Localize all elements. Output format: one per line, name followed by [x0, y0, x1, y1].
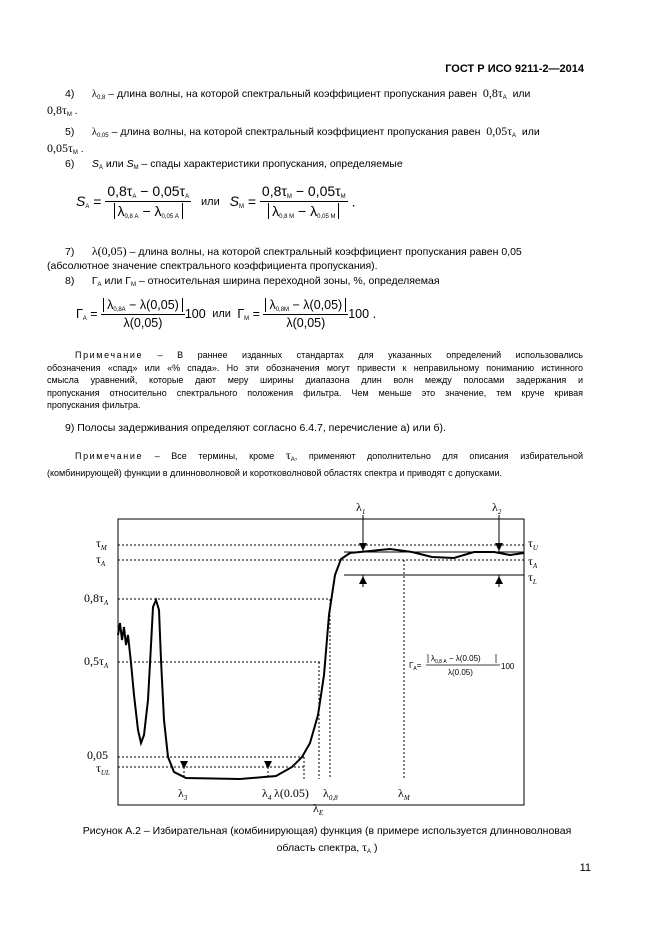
label-l08: $\lambda_{0,8}$: [323, 786, 338, 802]
item-9: 9) Полосы задерживания определяют согласно 6.4.7, перечисление а) или б).: [65, 422, 446, 434]
fraction-gm: $\frac{\lambda_{0,8M} - \lambda(0,05)}{\lambda(0,05)}$: [263, 298, 348, 330]
svg-text:λ0,8 A − λ(0.05): $\lambda_{0,8 A} - \lambda(0.05)$: [431, 654, 481, 665]
item-7: 7) λ(0,05) – длина волны, на которой спектральный коэффициент пропускания равен 0,05: [65, 244, 522, 258]
l2-arrow-down: [495, 543, 503, 551]
item-5-cont: $0,05\tau_M$ .: [47, 141, 84, 156]
label-ta: $\tau_A$: [96, 552, 106, 568]
item-8: 8) $Г_A$ или $Г_M$ – относительная ширина переходной зоны, %, определяемая: [65, 275, 440, 288]
label-tu: $\tau_U$: [528, 536, 538, 552]
label-tm: $\tau_M$: [96, 536, 107, 552]
label-l4: $\lambda_4$: [262, 786, 272, 802]
l2-arrow-up: [495, 576, 503, 584]
l1-arrow-up: [359, 576, 367, 584]
transmission-curve: [118, 549, 524, 779]
label-lm: $\lambda_M$: [398, 786, 410, 802]
formula-transition-width: $Г_A$ = $\frac{\lambda_{0,8A} - \lambda(0,05)}{\lambda(0,05)}$ 100 или $Г_M$ = $\frac{\lambda_{0,8M} - \lambda(0,05)}{\lambda(0,05)}$ 100 .: [76, 298, 377, 330]
fraction-sm: $\frac{0,8\tau_M - 0,05\tau_M}{\lambda_{0,8 M} - \lambda_{0,05 M}}$: [261, 183, 346, 220]
l4-arrow: [264, 761, 272, 769]
label-05ta: $0,5\tau_A$: [84, 654, 109, 670]
item-5: 5) $\lambda_{0,05}$ – длина волны, на которой спектральный коэффициент пропускания равен $0,05\tau_A$ или: [65, 124, 540, 139]
l3-arrow: [180, 761, 188, 769]
item-4: 4) $\lambda_{0,8}$ – длина волны, на которой спектральный коэффициент пропускания равен $0,8\tau_A$ или: [65, 86, 531, 101]
page-number: 11: [579, 862, 591, 874]
label-l1: $\lambda_1$: [356, 500, 366, 516]
svg-text:100: 100: [501, 662, 515, 671]
formula-slopes: $S_A$ = $\frac{0,8\tau_A - 0,05\tau_A}{\lambda_{0,8 A} - \lambda_{0,05 A}}$ или $S_M$ = $\frac{0,8\tau_M - 0,05\tau_M}{\lambda_{0,8 M} - \lambda_{0,05 M}}$ .: [76, 183, 356, 220]
item-4-cont: $0,8\tau_M$ .: [47, 103, 78, 118]
label-ta-right: $\tau_A$: [528, 554, 538, 570]
inset-formula: [409, 654, 515, 677]
svg-text:ГA=: $Г_A=$: [409, 661, 422, 672]
figure-caption: Рисунок А.2 – Избирательная (комбинирующая) функция (в примере используется длинноволновая область спектра, $\tau_A$ ): [82, 825, 572, 855]
document-header: ГОСТ Р ИСО 9211-2—2014: [445, 63, 584, 75]
fraction-sa: $\frac{0,8\tau_A - 0,05\tau_A}{\lambda_{0,8 A} - \lambda_{0,05 A}}$: [107, 183, 190, 220]
label-l005: λ(0.05): [274, 786, 309, 800]
fraction-ga: $\frac{\lambda_{0,8A} - \lambda(0,05)}{\lambda(0,05)}$: [101, 298, 185, 330]
label-tul: $\tau_{UL}$: [96, 761, 110, 777]
l1-arrow-down: [359, 543, 367, 551]
label-08ta: $0,8\tau_A$: [84, 591, 109, 607]
label-l3: $\lambda_3$: [178, 786, 188, 802]
label-l2: $\lambda_2$: [492, 500, 502, 516]
label-005: 0,05: [87, 748, 108, 762]
item-7-cont: (абсолютное значение спектрального коэффициента пропускания).: [47, 260, 378, 272]
note-1: Примечание – В раннее изданных стандартах для указанных определений использовались обозначения «спад» или «% спада». Но эти обозначения могут привести к неправильному пониманию истинного смысла уравнений, которые дают меру ширины диапазона длин волн между полосами задержания и пропускания относительно спектрального положения фильтра. Чем меньше это значение, тем круче кривая пропускания фильтра.: [47, 350, 583, 410]
note-2: Примечание – Все термины, кроме $\tau_A$, применяют дополнительно для описания избирательной (комбинирующей) функции в длинноволновой и коротковолновой областях спектра и приводят с допусками.: [47, 448, 583, 478]
item-6: 6) $S_A$ или $S_M$ – спады характеристики пропускания, определяемые: [65, 158, 403, 171]
label-le: $\lambda_E$: [313, 801, 324, 817]
label-tl: $\tau_L$: [528, 570, 537, 586]
svg-text:λ(0.05): λ(0.05): [448, 668, 473, 677]
selection-function-figure: [84, 495, 560, 827]
